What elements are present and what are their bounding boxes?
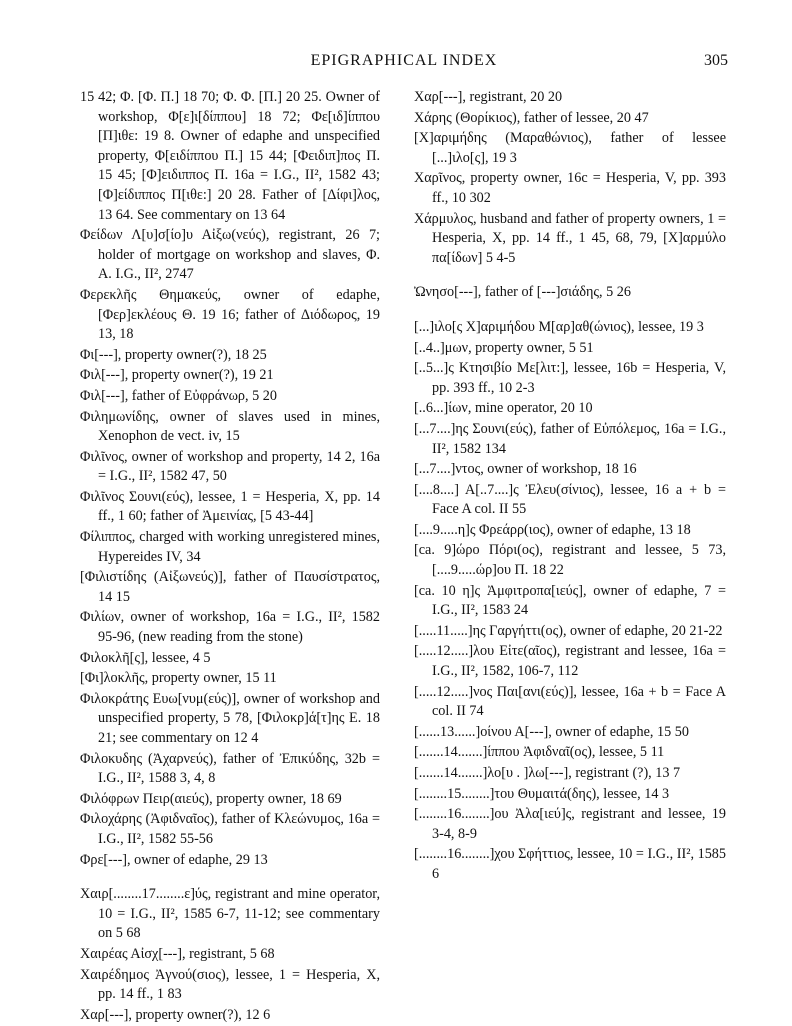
- index-entry: [........15........]του Θυμαιτά(δης), lessee, 14 3: [414, 785, 670, 802]
- index-entry: [Φι]λοκλῆς, property owner, 15 11: [80, 670, 277, 687]
- index-entry: Φιλόφρων Πειρ(αιεύς), property owner, 18 69: [80, 790, 342, 807]
- index-entry: Χαιρ[........17........ε]ύς, registrant and mine operator, 10 = I.G., II², 1585 6-7, 11-12; see commentary on 5 68: [80, 886, 380, 942]
- index-entry: Χάρης (Θορίκιος), father of lessee, 20 47: [414, 109, 649, 126]
- index-entry: Φιλίων, owner of workshop, 16a = I.G., II², 1582 95-96, (new reading from the stone): [80, 609, 380, 646]
- index-entry: Φιλοκράτης Ευω[νυμ(εύς)], owner of workshop and unspecified property, 5 78, [Φιλοκρ]ά[τ]ης Ε. 18 21; see commentary on 12 4: [80, 690, 380, 746]
- index-entry: [.......14.......]ίππου Ἀφιδναῖ(ος), lessee, 5 11: [414, 744, 665, 761]
- index-entry: [..6...]ίων, mine operator, 20 10: [414, 400, 593, 417]
- index-entry: [...7....]ης Σουνι(εύς), father of Εὐπόλεμος, 16a = I.G., II², 1582 134: [414, 420, 726, 457]
- index-column-right: [414, 88, 726, 886]
- index-entry: Φερεκλῆς Θημακεύς, owner of edaphe, [Φερ]εκλέους Θ. 19 16; father of Διόδωρος, 19 13, 18: [80, 286, 380, 343]
- index-entry: [ca. 9]ώρο Πόρι(ος), registrant and lessee, 5 73, [....9.....ώρ]ου Π. 18 22: [414, 542, 726, 579]
- index-entry: Φείδων Λ[υ]σ[ίο]υ Αἰξω(νεύς), registrant, 26 7; holder of mortgage on workshop and slaves, Φ. Α. I.G., II², 2747: [80, 227, 380, 283]
- index-entry: Χαρ[---], property owner(?), 12 6: [80, 1006, 271, 1023]
- index-entry: Φιλοκλῆ[ς], lessee, 4 5: [80, 649, 211, 666]
- index-entry: [..4..]μων, property owner, 5 51: [414, 339, 594, 356]
- section-gap: [414, 269, 726, 283]
- index-entry: [Φιλιστίδης (Αἰξωνεύς)], father of Παυσίστρατος, 14 15: [80, 569, 380, 605]
- index-entry: Χαιρέας Αἰσχ[---], registrant, 5 68: [80, 945, 275, 962]
- index-column-left: [80, 88, 380, 1026]
- section-gap: [414, 304, 726, 318]
- index-entry: Χαρ[---], registrant, 20 20: [414, 89, 563, 105]
- index-entry: Φιλοκυδης (Ἀχαρνεύς), father of Ἐπικύδης, 32b = I.G., II², 1588 3, 4, 8: [80, 750, 380, 787]
- index-entry: Φι[---], property owner(?), 18 25: [80, 346, 267, 363]
- page-header: [80, 52, 728, 78]
- index-entry: Χάρμυλος, husband and father of property owners, 1 = Hesperia, X, pp. 14 ff., 1 45, 68, 79, [Χ]αρμύλο πα[ίδων] 5 4-5: [414, 210, 726, 266]
- index-entry: [ca. 10 η]ς Ἀμφιτροπα[ιεύς], owner of edaphe, 7 = I.G., II², 1583 24: [414, 582, 726, 619]
- running-title: EPIGRAPHICAL INDEX: [310, 52, 498, 69]
- index-entry: Φίλιππος, charged with working unregistered mines, Hypereides IV, 34: [80, 529, 380, 565]
- index-entry: [...]ιλο[ς Χ]αριμήδου Μ[αρ]αθ(ώνιος), lessee, 19 3: [414, 318, 704, 335]
- index-entry: [.......14.......]λο[υ . ]λω[---], registrant (?), 13 7: [414, 765, 681, 781]
- index-entry: Χαρῖνος, property owner, 16c = Hesperia, V, pp. 393 ff., 10 302: [414, 170, 726, 206]
- index-entry: Φιλ[---], father of Εὐφράνωρ, 5 20: [80, 387, 277, 404]
- page-number: 305: [704, 52, 728, 69]
- index-entry: 15 42; Φ. [Φ. Π.] 18 70; Φ. Φ. [Π.] 20 25. Owner of workshop, Φ[ε]ι[δίππου] 18 72; Φε[ιδ]ίππου [Π]ιθε: 19 8. Owner of edaphe and unspecified property, Φ[ειδίππου Π.] 15 44; [Φειδιπ]πος Π. 15 45; [Φ]ειδιππος Π. 16a = I.G., II², 1582 43; [Φ]είδιππος Π[ιθε:] 20 28. Father of [Δίφι]λος, 13 64. See commentary on 13 64: [80, 89, 380, 223]
- index-entry: [........16........]ου Ἀλα[ιεύ]ς, registrant and lessee, 19 3-4, 8-9: [414, 806, 726, 842]
- index-entry: [....8....] Α[..7....]ς Ἐλευ(σίνιος), lessee, 16 a + b = Face A col. II 55: [414, 481, 726, 518]
- section-gap: [80, 871, 380, 885]
- index-entry: [........16........]χου Σφήττιος, lessee, 10 = I.G., II², 1585 6: [414, 846, 726, 882]
- index-entry: Φρε[---], owner of edaphe, 29 13: [80, 851, 268, 868]
- index-entry: Ὠνησο[---], father of [---]σιάδης, 5 26: [414, 284, 631, 301]
- index-entry: [......13......]οίνου Α[---], owner of edaphe, 15 50: [414, 723, 689, 740]
- index-entry: Φιλοχάρης (Ἀφιδναῖος), father of Κλεώνυμος, 16a = I.G., II², 1582 55-56: [80, 811, 380, 847]
- index-entry: [.....12.....]λου Εἰτε(αῖος), registrant and lessee, 16a = I.G., II², 1582, 106-7, 112: [414, 643, 726, 680]
- index-entry: Φιλημωνίδης, owner of slaves used in mines, Xenophon de vect. iv, 15: [80, 408, 380, 445]
- index-entry: Φιλ[---], property owner(?), 19 21: [80, 367, 274, 384]
- index-entry: [.....12.....]νος Παι[ανι(εύς)], lessee, 16a + b = Face A col. II 74: [414, 683, 726, 720]
- index-entry: Χαιρέδημος Ἀγνού(σιος), lessee, 1 = Hesperia, X, pp. 14 ff., 1 83: [80, 966, 380, 1003]
- index-entry: [...7....]ντος, owner of workshop, 18 16: [414, 461, 637, 478]
- index-entry: Φιλῖνος Σουνι(εύς), lessee, 1 = Hesperia, X, pp. 14 ff., 1 60; father of Ἀμεινίας, [5 43-44]: [80, 488, 380, 525]
- index-entry: [..5...]ς Κτησιβίο Με[λιτ:], lessee, 16b = Hesperia, V, pp. 393 ff., 10 2-3: [414, 360, 726, 396]
- index-entry: [.....11.....]ης Γαργήττι(ος), owner of edaphe, 20 21-22: [414, 622, 723, 639]
- index-entry: Φιλῖνος, owner of workshop and property, 14 2, 16a = I.G., II², 1582 47, 50: [80, 448, 380, 485]
- index-entry: [....9.....η]ς Φρεάρρ(ιος), owner of edaphe, 13 18: [414, 521, 691, 538]
- index-entry: [Χ]αριμήδης (Μαραθώνιος), father of lessee [...]ιλο[ς], 19 3: [414, 130, 726, 166]
